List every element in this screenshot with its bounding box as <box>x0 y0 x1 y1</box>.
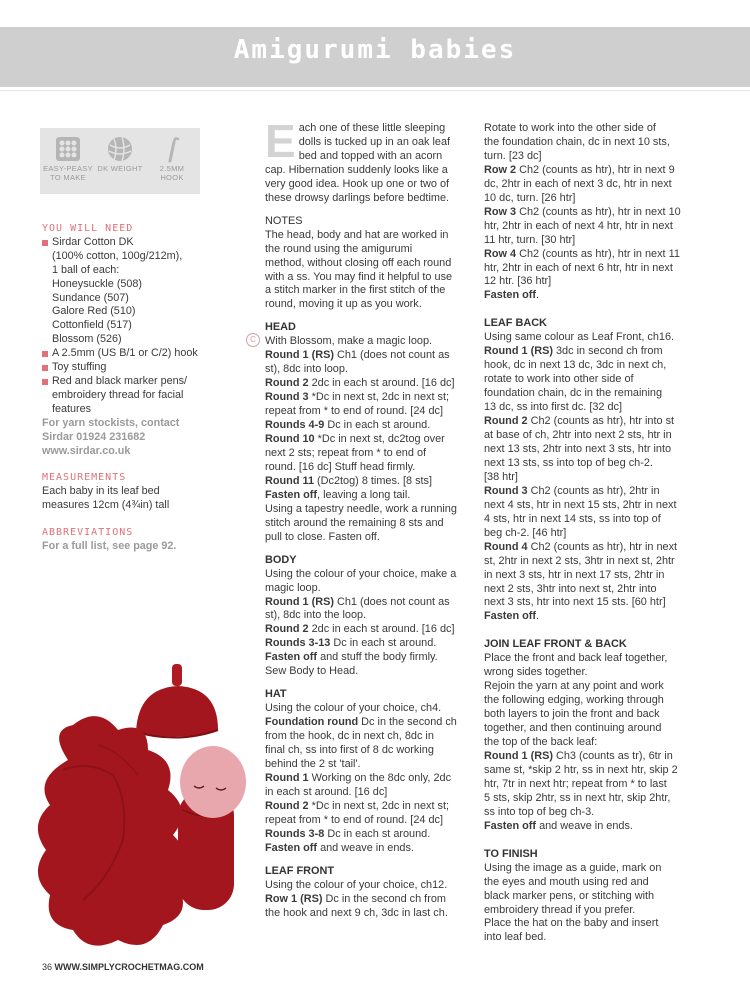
instruction-line <box>484 471 696 485</box>
instruction-line <box>484 122 696 136</box>
instruction-text: wrong sides together. <box>484 666 588 679</box>
instruction-label: Round 2 <box>265 377 309 390</box>
instruction-text: Rejoin the yarn at any point and work <box>484 680 664 693</box>
instruction-line <box>484 275 696 289</box>
instruction-line <box>484 373 696 387</box>
instruction-text: the following edging, working through <box>484 694 664 707</box>
instruction-line <box>484 904 696 918</box>
instruction-label: Round 1 <box>265 771 309 784</box>
pattern-column-2 <box>484 122 696 945</box>
instruction-line <box>265 433 465 447</box>
instruction-text: next 13 sts, ss into top of beg ch-2. <box>484 456 653 469</box>
pattern-info-box <box>40 128 200 194</box>
instruction-label: Fasten off <box>484 819 537 832</box>
instruction-text: together, and then continuing around <box>484 722 662 735</box>
instruction-line <box>484 555 696 569</box>
instruction-line <box>265 637 465 651</box>
intro-line: these drowsy darlings before bedtime. <box>265 191 450 204</box>
notes-heading: NOTES <box>265 214 303 227</box>
instruction-label: Round 1 (RS) <box>484 749 553 762</box>
instruction-line <box>484 792 696 806</box>
instruction-text: st), 8dc into the loop. <box>265 609 367 622</box>
instruction-text: Ch3 (counts as tr), 6tr in <box>552 749 673 762</box>
hook-size-info <box>147 132 197 182</box>
finish-instructions <box>484 862 696 946</box>
instruction-text: *Dc in next st, 2dc in next st; <box>308 799 449 812</box>
instruction-label: Rounds 3-8 <box>265 827 325 840</box>
instruction-line <box>484 206 696 220</box>
instruction-line <box>484 331 696 345</box>
instruction-text: Dc in each st around. <box>330 637 437 650</box>
instruction-text: behind the 2 st 'tail'. <box>265 757 361 770</box>
notes-line: round, moving it up as you work. <box>265 298 422 311</box>
stuffing-item: Toy stuffing <box>42 361 254 375</box>
instruction-text: Sew Body to Head. <box>265 665 359 678</box>
instruction-label: Round 2 <box>484 415 528 428</box>
instruction-text: beg ch-2. [46 htr] <box>484 526 567 539</box>
leaf-back-instructions <box>484 331 696 624</box>
instruction-label: Row 2 <box>484 163 517 176</box>
instruction-text: *Dc in next st, 2dc in next st; <box>308 391 449 404</box>
instruction-line <box>484 569 696 583</box>
instruction-line <box>265 772 465 786</box>
instruction-line <box>484 610 696 624</box>
instruction-line <box>484 666 696 680</box>
instruction-text: 5 sts, skip 2htr, ss in next htr, skip 2htr, <box>484 791 671 804</box>
instruction-line <box>484 778 696 792</box>
instruction-line <box>265 651 465 665</box>
instruction-line <box>484 387 696 401</box>
instruction-line <box>484 401 696 415</box>
instruction-line <box>484 890 696 904</box>
instruction-text: rotate to work into other side of <box>484 373 634 386</box>
instruction-line <box>265 814 465 828</box>
colour-item: Sundance (507) <box>52 291 129 304</box>
instruction-line <box>265 786 465 800</box>
notes-line: method, without closing off each round <box>265 256 452 269</box>
instruction-label: Fasten off <box>265 488 318 501</box>
you-will-need-heading: YOU WILL NEED <box>42 223 134 234</box>
instruction-text: Dc in the second ch from <box>322 892 446 905</box>
instruction-text: in next 3 sts, htr in next 17 sts, 2htr in <box>484 568 665 581</box>
instruction-line <box>265 744 465 758</box>
instruction-text: ss into top of beg ch-3. <box>484 805 595 818</box>
instruction-line <box>484 708 696 722</box>
instruction-line <box>484 289 696 303</box>
instruction-text: 4 sts, htr in next 14 sts, ss into top of <box>484 512 661 525</box>
instruction-line <box>484 764 696 778</box>
pens-item: Red and black marker pens/ <box>42 375 254 389</box>
instruction-line <box>265 363 465 377</box>
instruction-line <box>484 415 696 429</box>
yarn-weight-label: DK WEIGHT <box>97 164 143 173</box>
colour-item: Cottonfield (517) <box>52 319 132 332</box>
instruction-label: Round 2 <box>265 623 309 636</box>
instruction-text: round. [16 dc] Stuff head firmly. <box>265 460 416 473</box>
stockists-text: For yarn stockists, contact <box>42 416 180 429</box>
instruction-text: dc, 2htr in each of next 3 dc, htr in next <box>484 177 672 190</box>
pens-detail: embroidery thread for facial <box>52 388 184 401</box>
instruction-label: Round 4 <box>484 540 528 553</box>
leaf-front-continued <box>484 122 696 303</box>
instruction-label: Row 4 <box>484 247 517 260</box>
instruction-line <box>484 220 696 234</box>
page-footer <box>42 962 204 972</box>
instruction-label: Round 1 (RS) <box>265 595 334 608</box>
instruction-line <box>265 907 465 921</box>
measurements-heading: MEASUREMENTS <box>42 472 127 484</box>
instruction-text: 3dc in second ch from <box>552 345 663 358</box>
instruction-text: Using the colour of your choice, ch12. <box>265 878 448 891</box>
abbreviations-heading: ABBREVIATIONS <box>42 527 134 539</box>
instruction-line <box>484 541 696 555</box>
instruction-line <box>484 680 696 694</box>
instruction-label: Row 3 <box>484 205 517 218</box>
instruction-label: Fasten off <box>265 841 318 854</box>
instruction-text: Using the colour of your choice, make a <box>265 567 457 580</box>
notes-line: The head, body and hat are worked in <box>265 228 449 241</box>
hook-size-label: 2.5MM HOOK <box>159 164 185 182</box>
difficulty-info <box>43 132 93 182</box>
instruction-line <box>265 758 465 772</box>
leaf-bed <box>38 716 187 946</box>
instruction-label: Round 2 <box>265 799 309 812</box>
yarn-ball-icon <box>105 134 135 164</box>
instruction-line <box>484 359 696 373</box>
instruction-text: the hook and next 9 ch, 3dc in last ch. <box>265 906 448 919</box>
body-instructions <box>265 568 465 680</box>
instruction-label: Rounds 4-9 <box>265 419 325 432</box>
instruction-text: Ch2 (counts as htr), htr in next <box>527 540 678 553</box>
instruction-text: the eyes and mouth using red and <box>484 875 649 888</box>
instruction-line <box>265 531 465 545</box>
instruction-label: Rounds 3-13 <box>265 637 331 650</box>
instruction-line <box>484 583 696 597</box>
instruction-line <box>265 419 465 433</box>
pattern-column-1 <box>265 115 465 920</box>
instruction-line <box>265 335 465 349</box>
instruction-text: , leaving a long tail. <box>317 488 411 501</box>
instruction-label: Fasten off <box>484 610 537 623</box>
instruction-line <box>265 582 465 596</box>
abbreviations-text: For a full list, see page 92. <box>42 540 177 553</box>
instruction-label: Fasten off <box>265 651 318 664</box>
instruction-text: . <box>536 289 540 302</box>
instruction-line <box>484 862 696 876</box>
instruction-text: Using same colour as Leaf Front, ch16. <box>484 331 675 344</box>
instruction-line <box>484 806 696 820</box>
instruction-line <box>484 345 696 359</box>
finish-heading: TO FINISH <box>484 847 538 860</box>
crochet-hook-icon <box>157 134 187 164</box>
join-heading: JOIN LEAF FRONT & BACK <box>484 638 627 651</box>
instruction-line <box>484 457 696 471</box>
instruction-line <box>484 513 696 527</box>
instruction-line <box>484 820 696 834</box>
instruction-text: turn. [23 dc] <box>484 149 542 162</box>
instruction-line <box>484 262 696 276</box>
instruction-text: *Dc in next st, dc2tog over <box>314 433 445 446</box>
measurements-text: Each baby in its leaf bed <box>42 485 160 498</box>
instruction-line <box>265 596 465 610</box>
instruction-line <box>484 499 696 513</box>
instruction-text: into leaf bed. <box>484 931 547 944</box>
instruction-text: Dc in each st around. <box>324 827 431 840</box>
instruction-text: Place the hat on the baby and insert <box>484 917 659 930</box>
instruction-text: from the hook, dc in next ch, 8dc in <box>265 730 434 743</box>
instruction-label: Round 3 <box>484 484 528 497</box>
intro-line: dolls is tucked up in an oak leaf <box>298 135 451 148</box>
instruction-text: pull to close. Fasten off. <box>265 530 380 543</box>
yarn-item: Sirdar Cotton DK <box>42 236 254 250</box>
instruction-label: Round 11 <box>265 474 315 487</box>
instruction-text: [38 htr] <box>484 470 518 483</box>
instruction-text: 2dc in each st around. [16 dc] <box>308 623 455 636</box>
join-instructions <box>484 652 696 833</box>
head-instructions <box>265 335 465 544</box>
instruction-line <box>265 517 465 531</box>
instruction-line <box>265 391 465 405</box>
instruction-text: next 4 sts, htr in next 15 sts, 2htr in next <box>484 498 677 511</box>
instruction-text: Ch2 (counts as htr), 2htr in <box>527 484 660 497</box>
stockists-link[interactable]: www.sirdar.co.uk <box>42 444 131 457</box>
instruction-line <box>484 485 696 499</box>
intro-line: bed and topped with an acorn <box>298 149 443 162</box>
instruction-line <box>265 716 465 730</box>
instruction-text: black marker pens, or stitching with <box>484 889 655 902</box>
stockists-phone: Sirdar 01924 231682 <box>42 430 146 443</box>
instruction-text: next 2 sts, 3htr into next st, 2htr into <box>484 582 657 595</box>
instruction-line <box>484 234 696 248</box>
instruction-line <box>484 192 696 206</box>
instruction-text: in each st around. [16 dc] <box>265 785 388 798</box>
instruction-text: Dc in the second ch <box>358 716 457 729</box>
instruction-text: 12 htr. [36 htr] <box>484 275 552 288</box>
notes-line: a stitch marker in the first stitch of the <box>265 284 446 297</box>
instruction-text: the top of the back leaf: <box>484 736 598 749</box>
instruction-text: Ch2 (counts as htr), htr in next 10 <box>516 205 681 218</box>
instruction-text: Place the front and back leaf together, <box>484 652 668 665</box>
magazine-mark-icon: C <box>246 333 260 347</box>
instruction-text: st), 8dc into loop. <box>265 363 348 376</box>
instruction-text: at base of ch, 2htr into next 2 sts, htr in <box>484 429 672 442</box>
instruction-text: next 3 sts, htr into next 15 sts. [60 htr] <box>484 596 666 609</box>
instruction-line <box>484 876 696 890</box>
instruction-text: . <box>536 610 540 623</box>
instruction-label: Fasten off <box>484 289 537 302</box>
easy-peasy-icon <box>53 134 83 164</box>
hook-item: A 2.5mm (US B/1 or C/2) hook <box>42 347 254 361</box>
measurements-text: measures 12cm (4¾in) tall <box>42 499 170 512</box>
instruction-text: hook, dc in next 13 dc, 3dc in next ch, <box>484 359 667 372</box>
notes-line: the round using the amigurumi <box>265 242 413 255</box>
instruction-label: Round 3 <box>265 391 309 404</box>
instruction-text: (Dc2tog) 8 times. [8 sts] <box>314 474 433 487</box>
instruction-line <box>484 917 696 931</box>
instruction-text: htr, 7tr in next htr; repeat from * to last <box>484 777 667 790</box>
head-heading: HEAD <box>265 321 296 334</box>
instruction-text: 13 dc, ss into first dc. [32 dc] <box>484 401 623 414</box>
intro-paragraph <box>265 115 465 206</box>
instruction-label: Round 1 (RS) <box>265 349 334 362</box>
instruction-text: repeat from * to end of round. [24 dc] <box>265 813 443 826</box>
instruction-text: htr, 2htr in each of next 4 htr, htr in next <box>484 219 673 232</box>
intro-line: ach one of these little sleeping <box>298 122 446 134</box>
instruction-line <box>265 568 465 582</box>
instruction-line <box>265 489 465 503</box>
instruction-line <box>265 623 465 637</box>
page-title: Amigurumi babies <box>233 35 517 65</box>
intro-drop-cap: E <box>265 115 296 167</box>
intro-line: very good idea. Hook up one or two of <box>265 177 450 190</box>
instruction-line <box>484 248 696 262</box>
instruction-line <box>484 931 696 945</box>
instruction-text: Using a tapestry needle, work a running <box>265 502 457 515</box>
header-divider <box>0 90 750 91</box>
instruction-line <box>484 722 696 736</box>
instruction-text: the foundation chain, dc in next 10 sts, <box>484 135 670 148</box>
instruction-text: embroidery thread if you prefer. <box>484 903 636 916</box>
instruction-text: Using the image as a guide, mark on <box>484 861 662 874</box>
instruction-text: Rotate to work into the other side of <box>484 122 656 134</box>
instruction-line <box>265 842 465 856</box>
instruction-text: Ch2 (counts as htr), htr in next 11 <box>516 247 680 260</box>
instruction-text: Ch2 (counts as htr), htr into st <box>527 415 675 428</box>
instruction-line <box>265 405 465 419</box>
acorn-hat <box>136 664 218 738</box>
instruction-line <box>484 527 696 541</box>
instruction-line <box>484 136 696 150</box>
hat-heading: HAT <box>265 688 287 701</box>
instruction-label: Round 10 <box>265 433 315 446</box>
instruction-line <box>484 429 696 443</box>
notes-line: with a ss. You may find it helpful to use <box>265 270 453 283</box>
colour-item: Galore Red (510) <box>52 305 136 318</box>
instruction-text: repeat from * to end of round. [24 dc] <box>265 405 443 418</box>
materials-sidebar <box>42 222 254 554</box>
instruction-text: both layers to join the front and back <box>484 708 660 721</box>
instruction-line <box>265 609 465 623</box>
instruction-text: htr, 2htr in each of next 6 htr, htr in next <box>484 261 673 274</box>
instruction-line <box>265 702 465 716</box>
instruction-line <box>265 349 465 363</box>
instruction-line <box>265 503 465 517</box>
instruction-line <box>265 893 465 907</box>
leaf-back-heading: LEAF BACK <box>484 317 547 330</box>
instruction-text: Dc in each st around. <box>324 419 431 432</box>
instruction-line <box>484 750 696 764</box>
instruction-line <box>484 652 696 666</box>
instruction-line <box>265 800 465 814</box>
instruction-line <box>484 150 696 164</box>
instruction-text: final ch, ss into first of 8 dc working <box>265 744 434 757</box>
instruction-line <box>484 736 696 750</box>
instruction-text: With Blossom, make a magic loop. <box>265 335 433 348</box>
instruction-text: magic loop. <box>265 581 321 594</box>
instruction-label: Round 1 (RS) <box>484 345 553 358</box>
instruction-text: 2dc in each st around. [16 dc] <box>308 377 455 390</box>
instruction-text: Ch2 (counts as htr), htr in next 9 <box>516 163 675 176</box>
yarn-weight-info <box>95 132 145 173</box>
leaf-front-instructions <box>265 879 465 921</box>
instruction-line <box>265 461 465 475</box>
leaf-front-heading: LEAF FRONT <box>265 864 334 877</box>
pens-detail: features <box>52 402 92 415</box>
instruction-text: next 13 sts, 2htr into next 3 sts, htr into <box>484 442 672 455</box>
instruction-line <box>265 447 465 461</box>
instruction-text: and stuff the body firmly. <box>317 651 438 664</box>
intro-line: cap. Hibernation suddenly looks like a <box>265 163 448 176</box>
colour-item: Blossom (526) <box>52 333 122 346</box>
instruction-text: Using the colour of your choice, ch4. <box>265 702 442 715</box>
instruction-line <box>265 879 465 893</box>
page-number: 36 <box>42 962 53 972</box>
body-heading: BODY <box>265 553 297 566</box>
instruction-line <box>484 596 696 610</box>
instruction-label: Row 1 (RS) <box>265 892 323 905</box>
footer-website-link[interactable]: WWW.SIMPLYCROCHETMAG.COM <box>54 962 204 972</box>
title-banner <box>0 27 750 87</box>
difficulty-label: EASY-PEASY TO MAKE <box>43 164 93 182</box>
amigurumi-photo <box>28 650 258 960</box>
instruction-text: next 2 sts; repeat from * to end of <box>265 446 427 459</box>
instruction-text: foundation chain, dc in the remaining <box>484 387 662 400</box>
instruction-text: st, 2htr in next 2 sts, 3htr in next st, 2htr <box>484 554 675 567</box>
instruction-line <box>484 694 696 708</box>
instruction-text: 11 htr, turn. [30 htr] <box>484 233 576 246</box>
instruction-text: and weave in ends. <box>536 819 633 832</box>
instruction-line <box>265 828 465 842</box>
instruction-label: Foundation round <box>265 716 359 729</box>
hat-instructions <box>265 702 465 855</box>
instruction-line <box>484 164 696 178</box>
instruction-text: Ch1 (does not count as <box>333 349 450 362</box>
colour-item: Honeysuckle (508) <box>52 277 143 290</box>
instruction-line <box>484 178 696 192</box>
instruction-text: stitch around the remaining 8 sts and <box>265 516 444 529</box>
yarn-detail: 1 ball of each: <box>52 263 120 276</box>
instruction-text: same st, *skip 2 htr, ss in next htr, skip 2 <box>484 763 678 776</box>
baby-doll <box>178 746 246 910</box>
instruction-line <box>265 475 465 489</box>
instruction-line <box>265 730 465 744</box>
instruction-text: Ch1 (does not count as <box>333 595 450 608</box>
instruction-text: and weave in ends. <box>317 841 414 854</box>
instruction-line <box>265 377 465 391</box>
instruction-text: Working on the 8dc only, 2dc <box>308 771 452 784</box>
instruction-text: 10 dc, turn. [26 htr] <box>484 191 576 204</box>
instruction-line <box>265 665 465 679</box>
yarn-detail: (100% cotton, 100g/212m), <box>52 249 183 262</box>
instruction-line <box>484 443 696 457</box>
